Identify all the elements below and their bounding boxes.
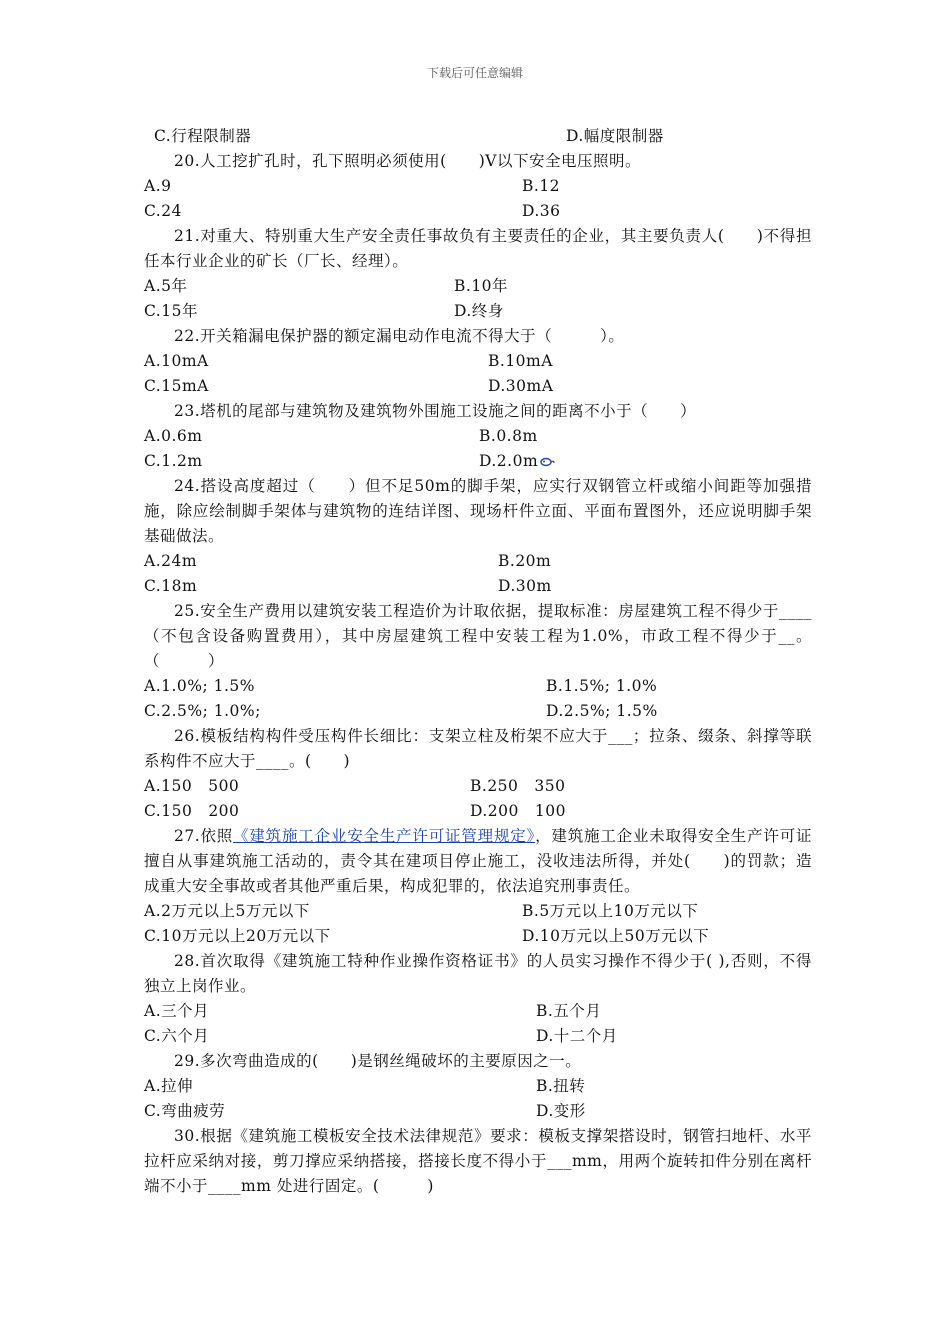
answer-option: C.1.2m [144, 452, 203, 470]
option-row [144, 1099, 812, 1124]
question-text-post: ，建筑施工企业未取得安全生产许可证擅自从事建筑施工活动的，责令其在建项目停止施工，没收违法所得，并处( )的罚款；造成重大安全事故或者其他严重后果，构成犯罪的，依法追究刑事责任。 [144, 827, 812, 895]
option-row [144, 174, 812, 199]
answer-option: C.18m [144, 577, 198, 595]
option-row [144, 124, 812, 149]
answer-option: C.150 200 [144, 802, 240, 820]
question-text: 24.搭设高度超过（ ）但不足50m的脚手架，应实行双钢管立杆或缩小间距等加强措施，除应绘制脚手架体与建筑物的连结详图、现场杆件立面、平面布置图外，还应说明脚手架基础做法。 [144, 477, 812, 545]
option-row [144, 899, 812, 924]
option-row [144, 924, 812, 949]
answer-option: B.250 350 [470, 777, 566, 795]
answer-option: C.24 [144, 202, 182, 220]
question-text: 23.塔机的尾部与建筑物及建筑物外围施工设施之间的距离不小于（ ） [174, 402, 697, 420]
answer-option: C.行程限制器 [154, 127, 252, 145]
answer-option: A.150 500 [144, 777, 240, 795]
answer-option: D.200 100 [470, 802, 566, 820]
option-row [144, 274, 812, 299]
answer-option: A.5年 [144, 277, 188, 295]
answer-option: B.10年 [454, 277, 509, 295]
answer-option: B.五个月 [536, 1002, 602, 1020]
question-text: 28.首次取得《建筑施工特种作业操作资格证书》的人员实习操作不得少于( ),否则，不得独立上岗作业。 [144, 952, 812, 995]
answer-option: D.变形 [536, 1102, 586, 1120]
answer-option: A.24m [144, 552, 198, 570]
answer-option: A.0.6m [144, 427, 203, 445]
answer-option: D.终身 [454, 302, 504, 320]
answer-option: B.1.5%; 1.0% [546, 677, 658, 695]
answer-option: A.10mA [144, 352, 209, 370]
option-row [144, 424, 812, 449]
answer-option: C.六个月 [144, 1027, 210, 1045]
answer-option: A.2万元以上5万元以下 [144, 902, 310, 920]
question-text: 25.安全生产费用以建筑安装工程造价为计取依据，提取标准：房屋建筑工程不得少于____（不包含设备购置费用），其中房屋建筑工程中安装工程为1.0%，市政工程不得少于__。（ ） [144, 602, 812, 670]
answer-option: D.30m [498, 577, 552, 595]
option-row [144, 1024, 812, 1049]
answer-option: B.10mA [488, 352, 553, 370]
regulation-link[interactable]: 《建筑施工企业安全生产许可证管理规定》 [233, 827, 536, 845]
option-row [144, 999, 812, 1024]
answer-option: D.十二个月 [536, 1027, 618, 1045]
option-row [144, 549, 812, 574]
answer-option: B.0.8m [479, 427, 538, 445]
question-text-pre: 27.依照 [174, 827, 234, 845]
answer-option: D.2.0m [479, 449, 555, 474]
answer-option: D.10万元以上50万元以下 [522, 927, 710, 945]
answer-option: C.15年 [144, 302, 198, 320]
option-row [144, 799, 812, 824]
option-row [144, 374, 812, 399]
option-row [144, 574, 812, 599]
question-text: 26.模板结构构件受压构件长细比：支架立柱及桁架不应大于___；拉条、缀条、斜撑等联系构件不应大于____。( ) [144, 727, 812, 770]
answer-option: B.扭转 [536, 1077, 586, 1095]
answer-option: D.36 [522, 202, 561, 220]
answer-option: B.12 [522, 177, 561, 195]
answer-option: A.9 [144, 177, 172, 195]
question-text [144, 824, 812, 899]
question-text: 21.对重大、特别重大生产安全责任事故负有主要责任的企业，其主要负责人( )不得担任本行业企业的矿长（厂长、经理）。 [144, 227, 812, 270]
option-row [144, 349, 812, 374]
option-row [144, 674, 812, 699]
option-row [144, 299, 812, 324]
question-text: 20.人工挖扩孔时，孔下照明必须使用( )V以下安全电压照明。 [174, 152, 641, 170]
option-row [144, 199, 812, 224]
answer-option: C.15mA [144, 377, 209, 395]
question-text: 30.根据《建筑施工模板安全技术法律规范》要求：模板支撑架搭设时，钢管扫地杆、水平拉杆应采纳对接，剪刀撑应采纳搭接，搭接长度不得小于___mm，用两个旋转扣件分别在离杆端不小于____mm 处进行固定。( ) [144, 1127, 812, 1195]
answer-option: A.拉伸 [144, 1077, 194, 1095]
answer-option: B.5万元以上10万元以下 [522, 902, 699, 920]
answer-option: C.弯曲疲劳 [144, 1102, 226, 1120]
answer-option: A.1.0%; 1.5% [144, 677, 256, 695]
option-row [144, 699, 812, 724]
answer-option: D.幅度限制器 [566, 127, 664, 145]
mouse-icon [539, 457, 555, 467]
question-text: 22.开关箱漏电保护器的额定漏电动作电流不得大于（ ）。 [174, 327, 625, 345]
question-text: 29.多次弯曲造成的( )是钢丝绳破坏的主要原因之一。 [174, 1052, 582, 1070]
answer-option: A.三个月 [144, 1002, 210, 1020]
option-row [144, 1074, 812, 1099]
answer-option: B.20m [498, 552, 552, 570]
question-list [144, 124, 812, 1199]
answer-option: D.30mA [488, 377, 554, 395]
answer-option: D.2.5%; 1.5% [546, 702, 658, 720]
answer-option: C.10万元以上20万元以下 [144, 927, 331, 945]
answer-option: C.2.5%; 1.0%; [144, 702, 261, 720]
page-header: 下载后可任意编辑 [426, 66, 523, 80]
option-row [144, 774, 812, 799]
option-row [144, 449, 812, 474]
